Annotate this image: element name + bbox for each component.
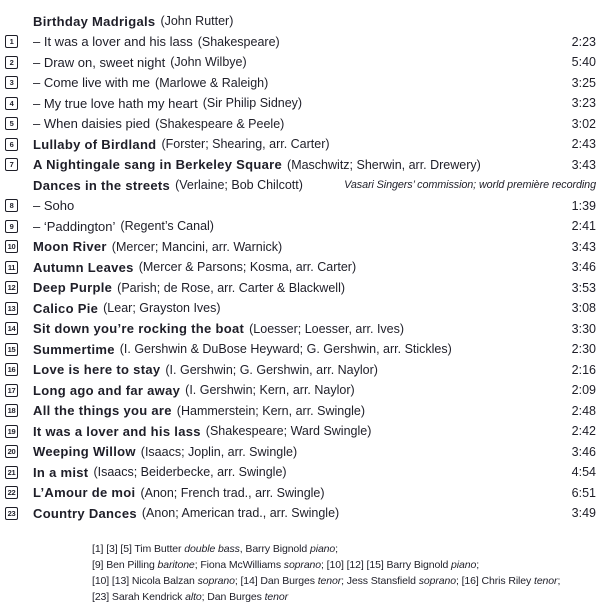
track-title: All the things you are [33, 403, 172, 419]
performer-line [92, 589, 596, 605]
track-title: Summertime [33, 341, 115, 357]
performer-instrument: tenor [264, 591, 289, 604]
track-credit: (Loesser; Loesser, arr. Ives) [249, 321, 405, 336]
track-number-box [5, 158, 18, 171]
track-title: – Come live with me [33, 75, 151, 91]
performer-text: [23] Sarah Kendrick [92, 591, 186, 604]
track-time: 2:41 [571, 219, 596, 234]
track-time: 4:54 [571, 465, 596, 480]
track-row [5, 155, 596, 176]
track-number-box [5, 486, 18, 499]
track-number: 17 [7, 385, 16, 395]
track-title: – ‘Paddington’ [33, 218, 116, 234]
track-title: Sit down you’re rocking the boat [33, 321, 245, 337]
performer-text: ; Fiona McWilliams [194, 558, 284, 571]
track-number-box [5, 507, 18, 520]
performer-instrument: tenor [534, 575, 558, 588]
track-number-box [5, 56, 18, 69]
track-title: Love is here to stay [33, 362, 161, 378]
track-row [5, 196, 596, 217]
performer-text: [1] [3] [5] Tim Butter [92, 542, 185, 555]
track-row [5, 114, 596, 135]
track-number: 18 [7, 406, 16, 416]
track-credit: (Isaacs; Joplin, arr. Swingle) [140, 444, 298, 459]
performer-text: ; [16] Chris Riley [455, 575, 534, 588]
track-number: 1 [9, 37, 14, 47]
performer-instrument: piano [451, 558, 477, 571]
track-title: Long ago and far away [33, 382, 181, 398]
track-credit: (Shakespeare & Peele) [155, 116, 285, 131]
track-number: 5 [9, 119, 14, 129]
track-title: – Draw on, sweet night [33, 54, 166, 70]
track-number-box [5, 466, 18, 479]
track-row [5, 319, 596, 340]
performer-text: ; [476, 558, 480, 571]
performer-line [92, 557, 596, 573]
track-title: It was a lover and his lass [33, 423, 201, 439]
track-title: L’Amour de moi [33, 485, 136, 501]
track-time: 3:49 [571, 506, 596, 521]
track-number-box [5, 322, 18, 335]
track-number: 12 [7, 283, 16, 293]
track-title: Deep Purple [33, 280, 113, 296]
track-time: 2:09 [571, 383, 596, 398]
track-time: 2:43 [571, 137, 596, 152]
track-row [5, 339, 596, 360]
performer-instrument: piano [309, 542, 336, 555]
track-number: 13 [7, 303, 16, 313]
performer-text: ; Dan Burges [201, 591, 265, 604]
track-credit: (Regent’s Canal) [120, 219, 214, 234]
track-title: Calico Pie [33, 300, 99, 316]
track-number-box [5, 445, 18, 458]
track-time: 3:25 [571, 75, 596, 90]
track-number-box [5, 240, 18, 253]
track-row [5, 421, 596, 442]
track-number: 3 [9, 78, 14, 88]
track-number-box [5, 425, 18, 438]
track-row [5, 442, 596, 463]
track-credit: (John Rutter) [160, 14, 234, 29]
performer-text: ; Jess Stansfield [341, 575, 419, 588]
track-time: 3:46 [571, 260, 596, 275]
track-time: 6:51 [571, 485, 596, 500]
track-number: 9 [9, 221, 14, 231]
track-number-box [5, 363, 18, 376]
track-time: 3:23 [571, 96, 596, 111]
performer-instrument: soprano [283, 558, 322, 571]
track-row [5, 401, 596, 422]
track-number: 4 [9, 98, 14, 108]
track-list [5, 11, 596, 524]
track-number: 10 [7, 242, 16, 252]
track-row [5, 93, 596, 114]
track-credit: (Shakespeare; Ward Swingle) [205, 424, 372, 439]
track-credit: (Parish; de Rose, arr. Carter & Blackwell) [117, 280, 346, 295]
track-number: 19 [7, 426, 16, 436]
track-number: 23 [7, 508, 16, 518]
track-row [5, 483, 596, 504]
track-number-box [5, 199, 18, 212]
track-credit: (Shakespeare) [197, 34, 280, 49]
performer-text: [10] [13] Nicola Balzan [92, 575, 198, 588]
track-row [5, 503, 596, 524]
track-number-box [5, 281, 18, 294]
track-time: 3:02 [571, 116, 596, 131]
track-credit: (I. Gershwin; Kern, arr. Naylor) [185, 383, 355, 398]
track-row [5, 52, 596, 73]
track-number: 7 [9, 160, 14, 170]
track-time: 2:48 [571, 403, 596, 418]
track-credit: (Anon; French trad., arr. Swingle) [140, 485, 325, 500]
track-number-box [5, 35, 18, 48]
track-number: 21 [7, 467, 16, 477]
track-number-box [5, 302, 18, 315]
track-row [5, 380, 596, 401]
track-credit: (Lear; Grayston Ives) [103, 301, 221, 316]
track-credit: (I. Gershwin; G. Gershwin, arr. Naylor) [165, 362, 378, 377]
performer-instrument: baritone [157, 558, 195, 571]
track-number-box [5, 220, 18, 233]
track-row [5, 175, 596, 196]
track-time: 2:30 [571, 342, 596, 357]
track-title: Weeping Willow [33, 444, 136, 460]
performer-text: ; [14] Dan Burges [234, 575, 318, 588]
track-time: 3:53 [571, 280, 596, 295]
performer-line [92, 541, 596, 557]
performer-text: ; [10] [12] [15] Barry Bignold [321, 558, 452, 571]
track-number: 6 [9, 139, 14, 149]
track-credit: (I. Gershwin & DuBose Heyward; G. Gershwin, arr. Stickles) [119, 342, 452, 357]
track-number: 20 [7, 447, 16, 457]
track-number: 2 [9, 57, 14, 67]
track-title: Country Dances [33, 505, 137, 521]
performer-instrument: tenor [317, 575, 342, 588]
track-row [5, 360, 596, 381]
track-credit: (Verlaine; Bob Chilcott) [175, 178, 303, 193]
track-time: 3:43 [571, 157, 596, 172]
track-title: Birthday Madrigals [33, 13, 156, 29]
track-note: Vasari Singers’ commission; world première recording [344, 179, 596, 192]
track-row [5, 32, 596, 53]
track-number: 11 [7, 262, 16, 272]
track-number-box [5, 117, 18, 130]
track-credit: (Mercer & Parsons; Kosma, arr. Carter) [138, 260, 357, 275]
track-row [5, 278, 596, 299]
track-row [5, 237, 596, 258]
track-title: – My true love hath my heart [33, 95, 198, 111]
track-time: 2:42 [571, 424, 596, 439]
track-time: 2:23 [571, 34, 596, 49]
track-number-box [5, 97, 18, 110]
track-time: 3:30 [571, 321, 596, 336]
track-number: 16 [7, 365, 16, 375]
track-credit: (John Wilbye) [170, 55, 247, 70]
track-credit: (Marlowe & Raleigh) [155, 75, 269, 90]
track-title: Moon River [33, 239, 107, 255]
track-time: 2:16 [571, 362, 596, 377]
performer-text: , Barry Bignold [239, 542, 310, 555]
performer-instrument: alto [185, 591, 202, 604]
track-row [5, 257, 596, 278]
track-row [5, 216, 596, 237]
performer-notes [5, 541, 596, 606]
track-title: – Soho [33, 198, 75, 214]
track-time: 3:08 [571, 301, 596, 316]
track-row [5, 462, 596, 483]
track-row [5, 73, 596, 94]
performer-instrument: soprano [197, 575, 235, 588]
track-title: Autumn Leaves [33, 259, 134, 275]
track-number-box [5, 404, 18, 417]
track-number-box [5, 261, 18, 274]
track-number: 8 [9, 201, 14, 211]
performer-text: ; [335, 542, 338, 555]
track-number: 14 [7, 324, 16, 334]
track-credit: (Hammerstein; Kern, arr. Swingle) [176, 403, 366, 418]
track-number-box [5, 76, 18, 89]
track-number-box [5, 138, 18, 151]
track-number: 15 [7, 344, 16, 354]
track-row [5, 134, 596, 155]
track-number-box [5, 343, 18, 356]
track-number: 22 [7, 488, 16, 498]
track-credit: (Sir Philip Sidney) [202, 96, 303, 111]
track-time: 3:43 [571, 239, 596, 254]
track-row [5, 11, 596, 32]
performer-text: [9] Ben Pilling [92, 558, 158, 571]
track-title: Dances in the streets [33, 177, 171, 193]
track-title: Lullaby of Birdland [33, 136, 157, 152]
track-credit: (Forster; Shearing, arr. Carter) [161, 137, 330, 152]
performer-line [92, 573, 596, 589]
performer-instrument: double bass [184, 542, 240, 555]
track-credit: (Anon; American trad., arr. Swingle) [141, 506, 340, 521]
track-row [5, 298, 596, 319]
track-title: – When daisies pied [33, 116, 151, 132]
performer-text: ; [557, 575, 561, 588]
track-credit: (Isaacs; Beiderbecke, arr. Swingle) [93, 465, 287, 480]
track-title: A Nightingale sang in Berkeley Square [33, 157, 283, 173]
track-time: 1:39 [571, 198, 596, 213]
track-credit: (Maschwitz; Sherwin, arr. Drewery) [287, 157, 481, 172]
track-time: 5:40 [571, 55, 596, 70]
track-time: 3:46 [571, 444, 596, 459]
track-number-box [5, 384, 18, 397]
performer-instrument: soprano [418, 575, 456, 588]
track-title: In a mist [33, 464, 89, 480]
track-title: – It was a lover and his lass [33, 34, 193, 50]
track-credit: (Mercer; Mancini, arr. Warnick) [111, 239, 283, 254]
